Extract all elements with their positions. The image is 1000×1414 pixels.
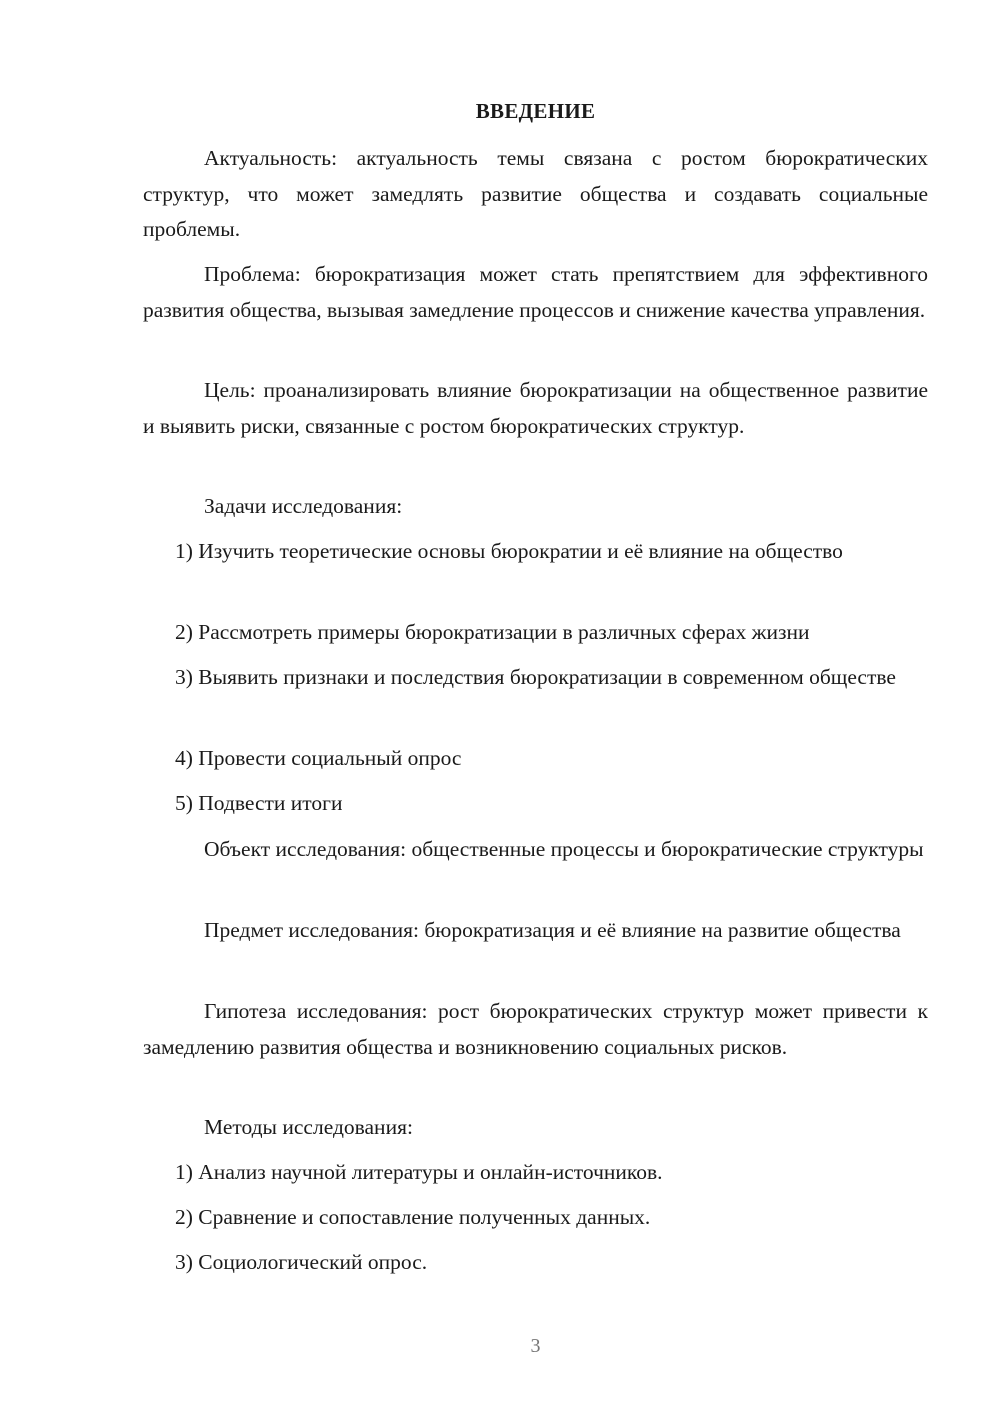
subject-paragraph: Предмет исследования: бюрократизация и её влияние на развитие общества: [204, 918, 901, 942]
page-number: 3: [530, 1335, 541, 1357]
task-item: 3) Выявить признаки и последствия бюрократизации в современном обществе: [175, 665, 896, 689]
goal-paragraph: Цель: проанализировать влияние бюрократизации на общественное развитие и выявить риски, связанные с ростом бюрократических структур.: [143, 378, 928, 438]
method-item: 3) Социологический опрос.: [175, 1250, 428, 1274]
task-item: 2) Рассмотреть примеры бюрократизации в различных сферах жизни: [175, 620, 810, 644]
methods-heading: Методы исследования:: [204, 1115, 413, 1139]
method-item: 1) Анализ научной литературы и онлайн-источников.: [175, 1160, 663, 1184]
task-item: 5) Подвести итоги: [175, 791, 343, 815]
problem-paragraph: Проблема: бюрократизация может стать препятствием для эффективного развития общества, вызывая замедление процессов и снижение качества управления.: [143, 262, 928, 322]
hypothesis-paragraph: Гипотеза исследования: рост бюрократических структур может привести к замедлению развития общества и возникновению социальных рисков.: [143, 999, 928, 1059]
object-paragraph: Объект исследования: общественные процессы и бюрократические структуры: [204, 837, 924, 861]
task-item: 4) Провести социальный опрос: [175, 746, 462, 770]
method-item: 2) Сравнение и сопоставление полученных данных.: [175, 1205, 651, 1229]
document-page: [143, 0, 928, 1414]
relevance-paragraph: Актуальность: актуальность темы связана с ростом бюрократических структур, что может замедлять развитие общества и создавать социальные проблемы.: [143, 146, 928, 241]
task-item: 1) Изучить теоретические основы бюрократии и её влияние на общество: [175, 539, 843, 563]
document-title: ВВЕДЕНИЕ: [475, 99, 596, 123]
tasks-heading: Задачи исследования:: [204, 494, 403, 518]
